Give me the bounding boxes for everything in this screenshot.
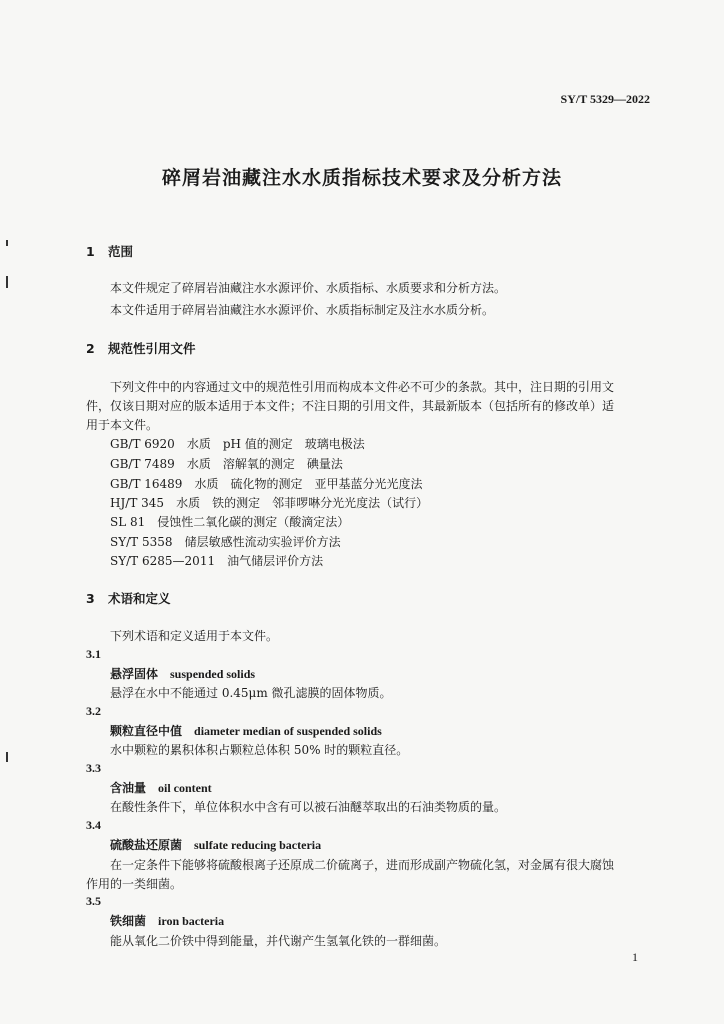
term-en: diameter median of suspended solids [194,724,382,738]
scan-mark [6,752,8,762]
section-number: 3 [86,591,95,606]
reference-code: SY/T 5358 [110,535,173,549]
term-number: 3.3 [86,761,101,775]
term-en: sulfate reducing bacteria [194,838,322,852]
section-title: 规范性引用文件 [108,341,196,356]
term-definition: 水中颗粒的累积体积占颗粒总体积 50% 时的颗粒直径。 [110,743,409,757]
term-zh: 铁细菌 [110,914,147,928]
paragraph: 本文件规定了碎屑岩油藏注水水源评价、水质指标、水质要求和分析方法。 [110,281,507,295]
term-name [110,779,212,796]
reference-code: GB/T 16489 [110,477,183,491]
reference-title: 油气储层评价方法 [227,554,324,568]
reference-code: SL 81 [110,515,146,529]
term-definition: 在酸性条件下，单位体积水中含有可以被石油醚萃取出的石油类物质的量。 [110,800,507,814]
scan-mark [6,276,8,288]
term-number: 3.2 [86,704,101,718]
term-en: oil content [158,781,212,795]
term-number: 3.4 [86,818,101,832]
paragraph: 下列文件中的内容通过文中的规范性引用而构成本文件必不可少的条款。其中，注日期的引用文 [110,380,615,394]
term-zh: 颗粒直径中值 [110,724,183,738]
term-en: suspended solids [170,667,256,681]
scan-mark [6,240,8,246]
term-zh: 含油量 [110,781,147,795]
section-number: 2 [86,341,95,356]
reference-code: SY/T 6285—2011 [110,554,216,568]
document-title: 碎屑岩油藏注水水质指标技术要求及分析方法 [161,167,562,189]
page-number: 1 [632,950,638,964]
paragraph: 本文件适用于碎屑岩油藏注水水源评价、水质指标制定及注水水质分析。 [110,303,495,317]
term-name [110,665,255,682]
term-definition: 能从氧化二价铁中得到能量，并代谢产生氢氧化铁的一群细菌。 [110,934,447,948]
reference-code: GB/T 7489 [110,457,175,471]
reference-title: 水质 溶解氧的测定 碘量法 [186,457,343,471]
section-number: 1 [86,244,95,259]
reference-item [110,494,428,511]
reference-title: 水质 pH 值的测定 玻璃电极法 [186,437,365,451]
term-en: iron bacteria [158,914,225,928]
reference-code: HJ/T 345 [110,496,165,510]
section-heading [86,589,171,607]
term-zh: 硫酸盐还原菌 [110,838,183,852]
paragraph: 件，仅该日期对应的版本适用于本文件；不注日期的引用文件，其最新版本（包括所有的修改单）适 [86,399,615,413]
term-number: 3.5 [86,894,101,908]
section-title: 术语和定义 [108,591,171,606]
reference-title: 水质 铁的测定 邻菲啰啉分光光度法（试行） [176,496,429,510]
term-definition: 在一定条件下能够将硫酸根离子还原成二价硫离子，进而形成副产物硫化氢，对金属有很大腐蚀 [110,858,615,872]
standard-code: SY/T 5329—2022 [560,92,650,106]
reference-item [110,552,323,569]
reference-item [110,513,349,530]
term-number: 3.1 [86,647,101,661]
term-name [110,836,321,853]
reference-title: 侵蚀性二氧化碳的测定（酸滴定法） [157,515,350,529]
term-definition: 悬浮在水中不能通过 0.45μm 微孔滤膜的固体物质。 [110,686,392,700]
term-zh: 悬浮固体 [110,667,159,681]
paragraph: 用于本文件。 [86,418,159,432]
reference-code: GB/T 6920 [110,437,175,451]
term-name [110,912,224,929]
term-name [110,722,382,739]
section-heading [86,339,196,357]
reference-item [110,435,365,452]
reference-item [110,475,422,492]
section-title: 范围 [108,244,134,259]
reference-item [110,533,341,550]
section-heading [86,242,133,260]
paragraph: 下列术语和定义适用于本文件。 [110,629,279,643]
term-definition-continued: 作用的一类细菌。 [86,877,183,891]
reference-title: 储层敏感性流动实验评价方法 [184,535,341,549]
reference-item [110,455,343,472]
reference-title: 水质 硫化物的测定 亚甲基蓝分光光度法 [194,477,423,491]
